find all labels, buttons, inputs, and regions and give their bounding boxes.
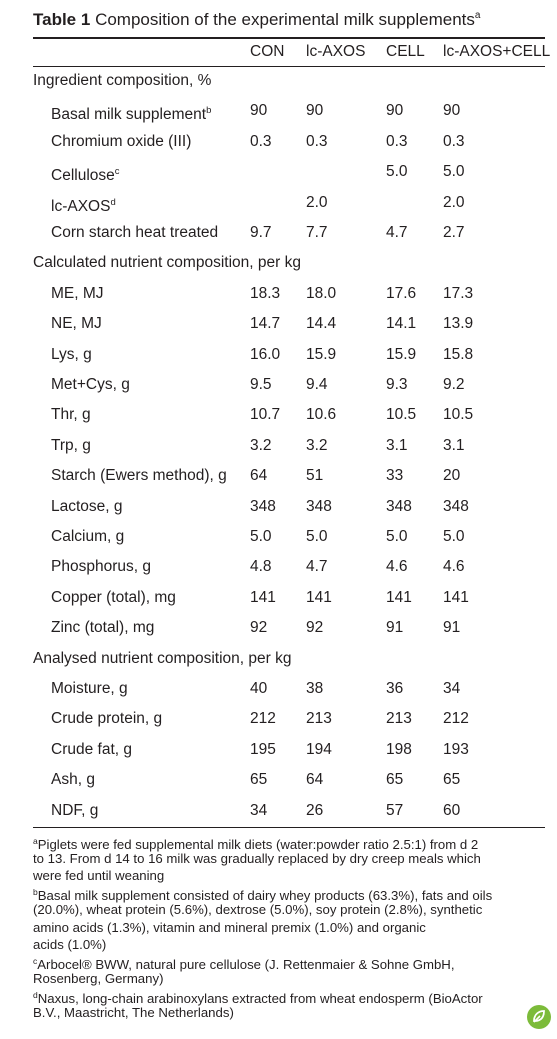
table-cell: 10.6 bbox=[306, 406, 337, 424]
table-cell: 4.7 bbox=[306, 558, 328, 576]
table-cell: 9.2 bbox=[443, 376, 465, 393]
table-cell: 9.5 bbox=[250, 376, 272, 393]
table-caption-sup: a bbox=[474, 10, 481, 21]
row-label-sup: c bbox=[114, 166, 120, 178]
table-cell: 14.7 bbox=[250, 315, 281, 333]
row-label: Phosphorus, g bbox=[51, 558, 151, 576]
table-cell: 90 bbox=[306, 102, 324, 120]
table-cell: 65 bbox=[386, 771, 404, 789]
table-cell: 17.6 bbox=[386, 284, 417, 302]
footnote-a-line: to 13. From d 14 to 16 milk was gradually replaced by dry creep meals which bbox=[33, 851, 481, 867]
row-label: Zinc (total), mg bbox=[51, 619, 155, 637]
top-rule bbox=[33, 37, 545, 39]
table-cell: 10.5 bbox=[443, 406, 474, 424]
footnote-d-line: B.V., Maastricht, The Netherlands) bbox=[33, 1005, 234, 1020]
section-heading-2: Analysed nutrient composition, per kg bbox=[33, 649, 292, 667]
column-header-2: lc-AXOS bbox=[306, 43, 366, 60]
table-cell: 9.4 bbox=[306, 376, 328, 393]
table-cell: 0.3 bbox=[306, 132, 328, 150]
table-cell: 90 bbox=[250, 102, 268, 120]
table-cell: 57 bbox=[386, 801, 404, 819]
table-cell: 91 bbox=[386, 619, 404, 637]
row-label: Corn starch heat treated bbox=[51, 224, 219, 241]
row-label: Lactose, g bbox=[51, 497, 123, 515]
footnote-marker: d bbox=[33, 989, 38, 1000]
row-label: NDF, g bbox=[51, 801, 99, 819]
table-cell: 4.6 bbox=[443, 558, 465, 576]
table-cell: 60 bbox=[443, 801, 461, 819]
table-cell: 18.0 bbox=[306, 284, 337, 302]
table-cell: 348 bbox=[306, 497, 332, 515]
table-cell: 7.7 bbox=[306, 224, 328, 241]
column-header-1: CON bbox=[250, 43, 285, 60]
table-cell: 18.3 bbox=[250, 284, 281, 302]
table-cell: 0.3 bbox=[250, 132, 272, 150]
table-cell: 141 bbox=[306, 588, 332, 606]
table-cell: 10.7 bbox=[250, 406, 281, 424]
footnote-b-line: $^b$Basal milk supplement consisted of dairy whey products (63.3%), fats and oils bbox=[33, 887, 493, 904]
table-cell: 17.3 bbox=[443, 284, 474, 302]
column-header-4: lc-AXOS+CELL bbox=[443, 43, 551, 60]
table-cell: 91 bbox=[443, 619, 461, 637]
table-cell: 65 bbox=[250, 771, 268, 789]
table-cell: 194 bbox=[306, 740, 332, 758]
table-cell: 16.0 bbox=[250, 345, 281, 363]
table-cell: 20 bbox=[443, 467, 461, 485]
table-cell: 90 bbox=[443, 102, 461, 120]
table-cell: 34 bbox=[443, 680, 461, 697]
table-cell: 38 bbox=[306, 680, 324, 697]
leaf-badge-icon bbox=[527, 1005, 551, 1029]
table-cell: 33 bbox=[386, 467, 404, 485]
table-cell: 10.5 bbox=[386, 406, 417, 424]
row-label: Met+Cys, g bbox=[51, 376, 130, 393]
footnote-marker: c bbox=[33, 955, 38, 966]
footnote-c-line: Rosenberg, Germany) bbox=[33, 970, 164, 986]
row-label: Lys, g bbox=[51, 345, 92, 363]
table-cell: 5.0 bbox=[443, 528, 465, 545]
table-cell: 0.3 bbox=[386, 132, 408, 150]
footnote-b-line: amino acids (1.3%), vitamin and mineral premix (1.0%) and organic bbox=[33, 919, 426, 935]
table-cell: 4.8 bbox=[250, 558, 272, 576]
table-cell: 4.7 bbox=[386, 224, 408, 241]
row-label: Copper (total), mg bbox=[51, 588, 176, 606]
footnote-a-line: were fed until weaning bbox=[33, 868, 165, 884]
table-cell: 9.3 bbox=[386, 376, 408, 393]
table-cell: 64 bbox=[306, 771, 324, 789]
table-cell: 3.1 bbox=[443, 436, 465, 454]
table-cell: 5.0 bbox=[443, 163, 465, 181]
row-label-sup: d bbox=[110, 196, 116, 208]
row-label: Ash, g bbox=[51, 771, 95, 789]
table-cell: 0.3 bbox=[443, 132, 465, 150]
row-label: Calcium, g bbox=[51, 528, 125, 545]
row-label: Cellulose$^c$ bbox=[51, 166, 120, 185]
table-caption: Composition of the experimental milk supplements bbox=[95, 10, 475, 29]
header-rule bbox=[33, 66, 545, 67]
table-cell: 348 bbox=[443, 497, 469, 515]
table-cell: 3.1 bbox=[386, 436, 408, 454]
table-cell: 5.0 bbox=[386, 163, 408, 181]
footnote-a-line: $^a$Piglets were fed supplemental milk diets (water:powder ratio 2.5:1) from d 2 bbox=[33, 836, 479, 852]
table-cell: 141 bbox=[250, 588, 276, 606]
table-label: Table 1 bbox=[33, 10, 91, 29]
row-label: Crude fat, g bbox=[51, 740, 132, 758]
table-cell: 3.2 bbox=[250, 436, 272, 454]
table-cell: 213 bbox=[386, 710, 412, 728]
row-label-sup: b bbox=[206, 105, 212, 117]
table-cell: 2.0 bbox=[306, 193, 328, 211]
table-cell: 14.1 bbox=[386, 315, 417, 333]
table-cell: 9.7 bbox=[250, 224, 272, 241]
table-cell: 193 bbox=[443, 740, 469, 758]
footnote-marker: b bbox=[33, 887, 38, 898]
row-label: Trp, g bbox=[51, 436, 91, 454]
table-cell: 40 bbox=[250, 680, 268, 697]
row-label: NE, MJ bbox=[51, 315, 102, 333]
table-cell: 5.0 bbox=[306, 528, 328, 545]
table-title bbox=[33, 10, 480, 30]
section-heading-0: Ingredient composition, % bbox=[33, 72, 212, 89]
table-cell: 15.9 bbox=[386, 345, 417, 363]
table-cell: 348 bbox=[386, 497, 412, 515]
row-label: lc-AXOS$^d$ bbox=[51, 196, 116, 215]
bottom-rule bbox=[33, 827, 545, 828]
footnote-marker: a bbox=[33, 836, 38, 846]
table-cell: 36 bbox=[386, 680, 404, 697]
footnote-c-line: $^c$Arbocel® BWW, natural pure cellulose (J. Rettenmaier & Sohne GmbH, bbox=[33, 955, 455, 972]
table-cell: 13.9 bbox=[443, 315, 474, 333]
table-cell: 51 bbox=[306, 467, 324, 485]
table-cell: 5.0 bbox=[386, 528, 408, 545]
row-label: Basal milk supplement$^b$ bbox=[51, 105, 212, 124]
row-label: Chromium oxide (III) bbox=[51, 132, 192, 150]
table-cell: 5.0 bbox=[250, 528, 272, 545]
table-cell: 198 bbox=[386, 740, 412, 758]
table-cell: 26 bbox=[306, 801, 324, 819]
table-cell: 3.2 bbox=[306, 436, 328, 454]
row-label: Thr, g bbox=[51, 406, 91, 424]
table-cell: 92 bbox=[250, 619, 268, 637]
column-header-3: CELL bbox=[386, 43, 425, 60]
table-cell: 15.9 bbox=[306, 345, 337, 363]
table-cell: 2.7 bbox=[443, 224, 465, 241]
table-cell: 141 bbox=[443, 588, 469, 606]
table-cell: 213 bbox=[306, 710, 332, 728]
table-cell: 64 bbox=[250, 467, 268, 485]
footnote-d-line: $^d$Naxus, long-chain arabinoxylans extracted from wheat endosperm (BioActor bbox=[33, 989, 483, 1006]
table-cell: 15.8 bbox=[443, 345, 474, 363]
table-cell: 34 bbox=[250, 801, 268, 819]
table-cell: 65 bbox=[443, 771, 461, 789]
footnote-b-line: (20.0%), wheat protein (5.6%), dextrose (5.0%), soy protein (2.8%), synthetic bbox=[33, 902, 483, 918]
table-cell: 212 bbox=[443, 710, 469, 728]
row-label: Moisture, g bbox=[51, 680, 128, 697]
footnote-b-line: acids (1.0%) bbox=[33, 936, 107, 952]
table-cell: 195 bbox=[250, 740, 276, 758]
row-label: Crude protein, g bbox=[51, 710, 163, 728]
table-cell: 4.6 bbox=[386, 558, 408, 576]
table-cell: 92 bbox=[306, 619, 324, 637]
table-cell: 348 bbox=[250, 497, 276, 515]
row-label: Starch (Ewers method), g bbox=[51, 467, 227, 485]
table-cell: 212 bbox=[250, 710, 276, 728]
table-cell: 141 bbox=[386, 588, 412, 606]
table-cell: 90 bbox=[386, 102, 404, 120]
table-cell: 14.4 bbox=[306, 315, 337, 333]
row-label: ME, MJ bbox=[51, 284, 104, 302]
section-heading-1: Calculated nutrient composition, per kg bbox=[33, 254, 301, 272]
table-cell: 2.0 bbox=[443, 193, 465, 211]
